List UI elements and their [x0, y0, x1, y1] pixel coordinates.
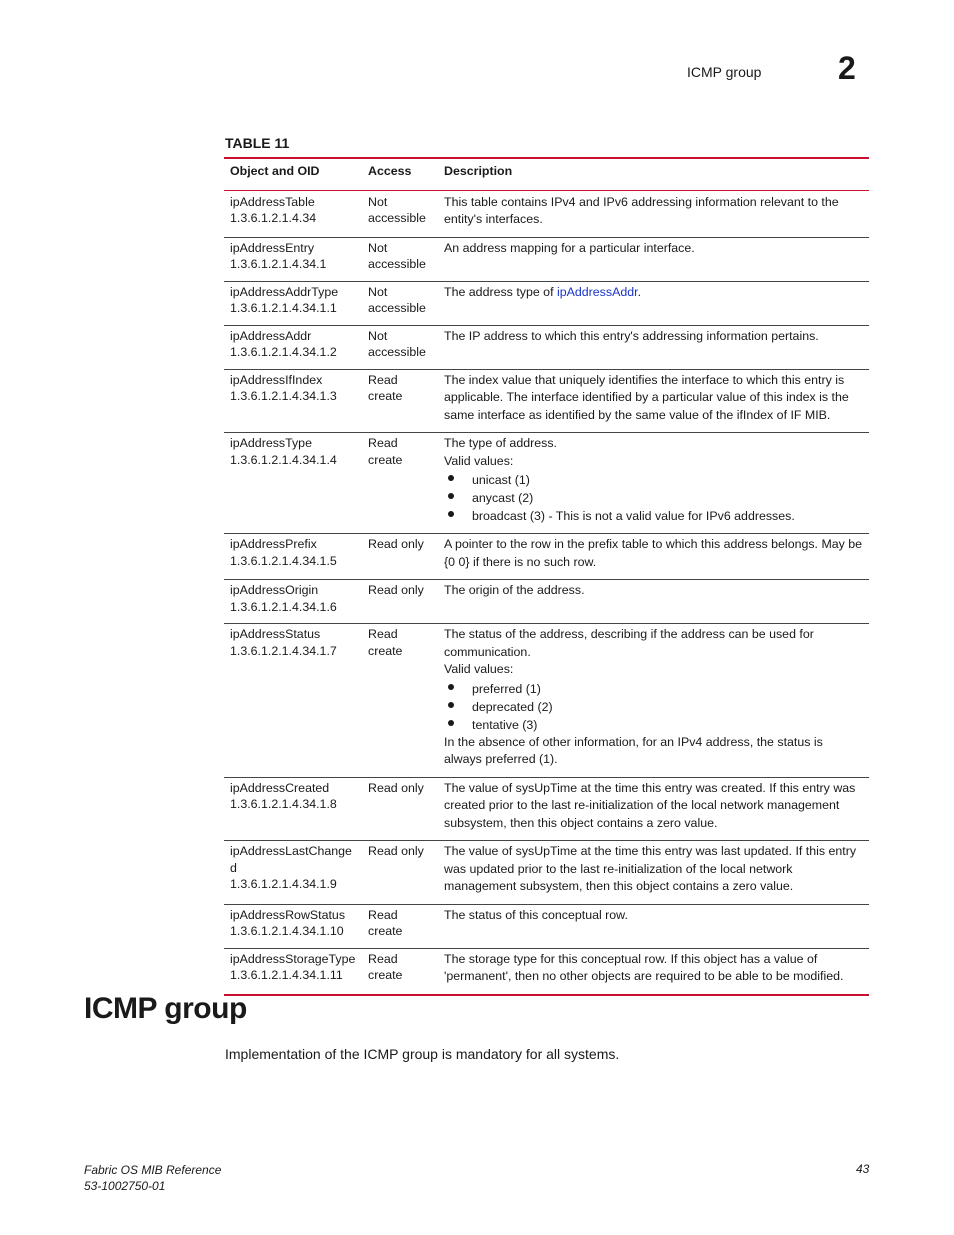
description-suffix: . [637, 284, 642, 299]
running-header-title: ICMP group [687, 64, 762, 80]
description-text [444, 284, 863, 302]
object-oid: 1.3.6.1.2.1.4.34.1.1 [230, 301, 337, 315]
access-cell: Read create [368, 907, 403, 938]
table-row [224, 433, 869, 534]
description-text: The status of this conceptual row. [444, 907, 628, 922]
chapter-number: 2 [838, 50, 856, 86]
object-cell [224, 190, 362, 237]
object-name: ipAddressPrefix [230, 537, 317, 551]
description-text: A pointer to the row in the prefix table to which this address belongs. May be {0 0} if there is no such row. [444, 537, 863, 569]
object-oid: 1.3.6.1.2.1.4.34.1.10 [230, 924, 344, 938]
object-cell [224, 281, 362, 325]
object-cell [224, 369, 362, 433]
column-header-access: Access [368, 164, 412, 178]
table-row [224, 904, 869, 948]
description-cell [438, 904, 869, 948]
section-title: ICMP group [84, 992, 247, 1025]
valid-value-item: deprecated (2) [472, 698, 863, 716]
access-cell: Read create [368, 627, 403, 658]
object-name: ipAddressStorageType [230, 951, 356, 966]
access-cell: Not accessible [368, 240, 426, 271]
table-row [224, 624, 869, 778]
object-name: ipAddressTable [230, 194, 315, 209]
table-body [224, 190, 869, 995]
object-oid: 1.3.6.1.2.1.4.34.1.11 [230, 968, 343, 982]
table-row [224, 534, 869, 580]
footer-page-number: 43 [856, 1162, 870, 1176]
description-note: In the absence of other information, for an IPv4 address, the status is always preferred (1). [444, 734, 823, 766]
footer-doc-number: 53-1002750-01 [84, 1179, 166, 1193]
description-text: The value of sysUpTime at the time this entry was last updated. If this entry was updated prior to the last re-initialization of the local network management subsystem, then this object contains a zero value. [444, 844, 857, 893]
column-header-description: Description [444, 164, 513, 178]
section-body: Implementation of the ICMP group is mandatory for all systems. [225, 1046, 620, 1062]
object-name: ipAddressStatus [230, 627, 321, 641]
access-cell: Not accessible [368, 194, 426, 225]
object-oid: 1.3.6.1.2.1.4.34.1.2 [230, 345, 337, 359]
object-oid: 1.3.6.1.2.1.4.34.1 [230, 257, 327, 271]
description-cell [438, 433, 869, 534]
valid-value-item: broadcast (3) - This is not a valid value for IPv6 addresses. [472, 507, 863, 525]
object-cell [224, 841, 362, 905]
description-text: Valid values: [444, 662, 514, 676]
description-text: The type of address. [444, 436, 557, 450]
object-cell [224, 580, 362, 624]
object-name: ipAddressType [230, 436, 312, 450]
object-name: ipAddressAddrType [230, 284, 339, 299]
description-text: The value of sysUpTime at the time this entry was created. If this entry was created prior to the last re-initialization of the local network management subsystem, then this object contains a zero value. [444, 780, 856, 830]
object-oid: 1.3.6.1.2.1.4.34.1.7 [230, 643, 337, 658]
access-cell: Read create [368, 372, 403, 403]
description-text: The storage type for this conceptual row. If this object has a value of 'permanent', then no other objects are required to be able to be modified. [444, 951, 844, 983]
description-text: The origin of the address. [444, 583, 585, 597]
access-cell: Read create [368, 436, 403, 467]
cross-reference-link[interactable]: ipAddressAddr [556, 284, 638, 299]
access-cell: Not accessible [368, 284, 426, 315]
footer-doc-info [84, 1162, 221, 1194]
object-oid: 1.3.6.1.2.1.4.34.1.6 [230, 599, 337, 614]
object-oid: 1.3.6.1.2.1.4.34.1.3 [230, 389, 337, 403]
object-name: ipAddressAddr [230, 328, 312, 343]
description-cell [438, 624, 869, 778]
object-name: ipAddressCreated [230, 780, 330, 795]
table-row [224, 777, 869, 841]
valid-values-list [444, 471, 863, 525]
valid-value-item: preferred (1) [472, 680, 863, 698]
object-name: ipAddressEntry [230, 240, 315, 255]
object-cell [224, 904, 362, 948]
table-row [224, 325, 869, 369]
access-cell: Read only [368, 844, 424, 858]
object-cell [224, 433, 362, 534]
valid-values-list [444, 680, 863, 734]
object-oid: 1.3.6.1.2.1.4.34 [230, 211, 317, 225]
access-cell: Read only [368, 780, 424, 795]
description-cell [438, 237, 869, 281]
access-cell: Read only [368, 537, 424, 551]
description-cell [438, 841, 869, 905]
object-cell [224, 948, 362, 995]
object-cell [224, 624, 362, 778]
table-row [224, 841, 869, 905]
description-text: An address mapping for a particular interface. [444, 240, 695, 255]
mib-object-table [224, 157, 869, 996]
object-name: ipAddressIfIndex [230, 372, 323, 387]
object-cell [224, 534, 362, 580]
table-row [224, 948, 869, 995]
description-cell [438, 777, 869, 841]
table [224, 157, 869, 996]
table-row [224, 190, 869, 237]
object-cell [224, 325, 362, 369]
description-cell [438, 369, 869, 433]
object-name: ipAddressLastChange d [230, 844, 352, 875]
footer-book-title: Fabric OS MIB Reference [84, 1163, 222, 1177]
access-cell: Read only [368, 583, 424, 597]
valid-value-item: unicast (1) [472, 471, 863, 489]
description-text: The IP address to which this entry's addressing information pertains. [444, 328, 819, 343]
object-oid: 1.3.6.1.2.1.4.34.1.9 [230, 877, 337, 891]
description-text: The status of the address, describing if the address can be used for communication. [444, 627, 814, 659]
table-header-row [224, 158, 869, 190]
description-cell [438, 281, 869, 325]
description-cell [438, 580, 869, 624]
table-caption: TABLE 11 [225, 135, 290, 151]
valid-value-item: anycast (2) [472, 489, 863, 507]
object-cell [224, 237, 362, 281]
table-row [224, 580, 869, 624]
object-oid: 1.3.6.1.2.1.4.34.1.4 [230, 452, 337, 467]
description-cell [438, 325, 869, 369]
access-cell: Read create [368, 951, 403, 982]
valid-value-item: tentative (3) [472, 716, 863, 734]
description-text: The index value that uniquely identifies the interface to which this entry is applicable. The interface identified by a particular value of this index is the same interface as identified by the same value of the ifIndex of IF MIB. [444, 372, 849, 422]
object-name: ipAddressRowStatus [230, 907, 346, 922]
object-oid: 1.3.6.1.2.1.4.34.1.8 [230, 797, 337, 811]
table-row [224, 281, 869, 325]
description-cell [438, 190, 869, 237]
description-text: Valid values: [444, 453, 514, 468]
object-oid: 1.3.6.1.2.1.4.34.1.5 [230, 553, 337, 568]
object-name: ipAddressOrigin [230, 583, 319, 597]
access-cell: Not accessible [368, 328, 426, 359]
table-row [224, 369, 869, 433]
table-row [224, 237, 869, 281]
description-cell [438, 534, 869, 580]
description-prefix: The address type of [444, 284, 557, 299]
column-header-object: Object and OID [230, 164, 320, 178]
description-text: This table contains IPv4 and IPv6 addressing information relevant to the entity's interfaces. [444, 194, 839, 226]
object-cell [224, 777, 362, 841]
description-cell [438, 948, 869, 995]
